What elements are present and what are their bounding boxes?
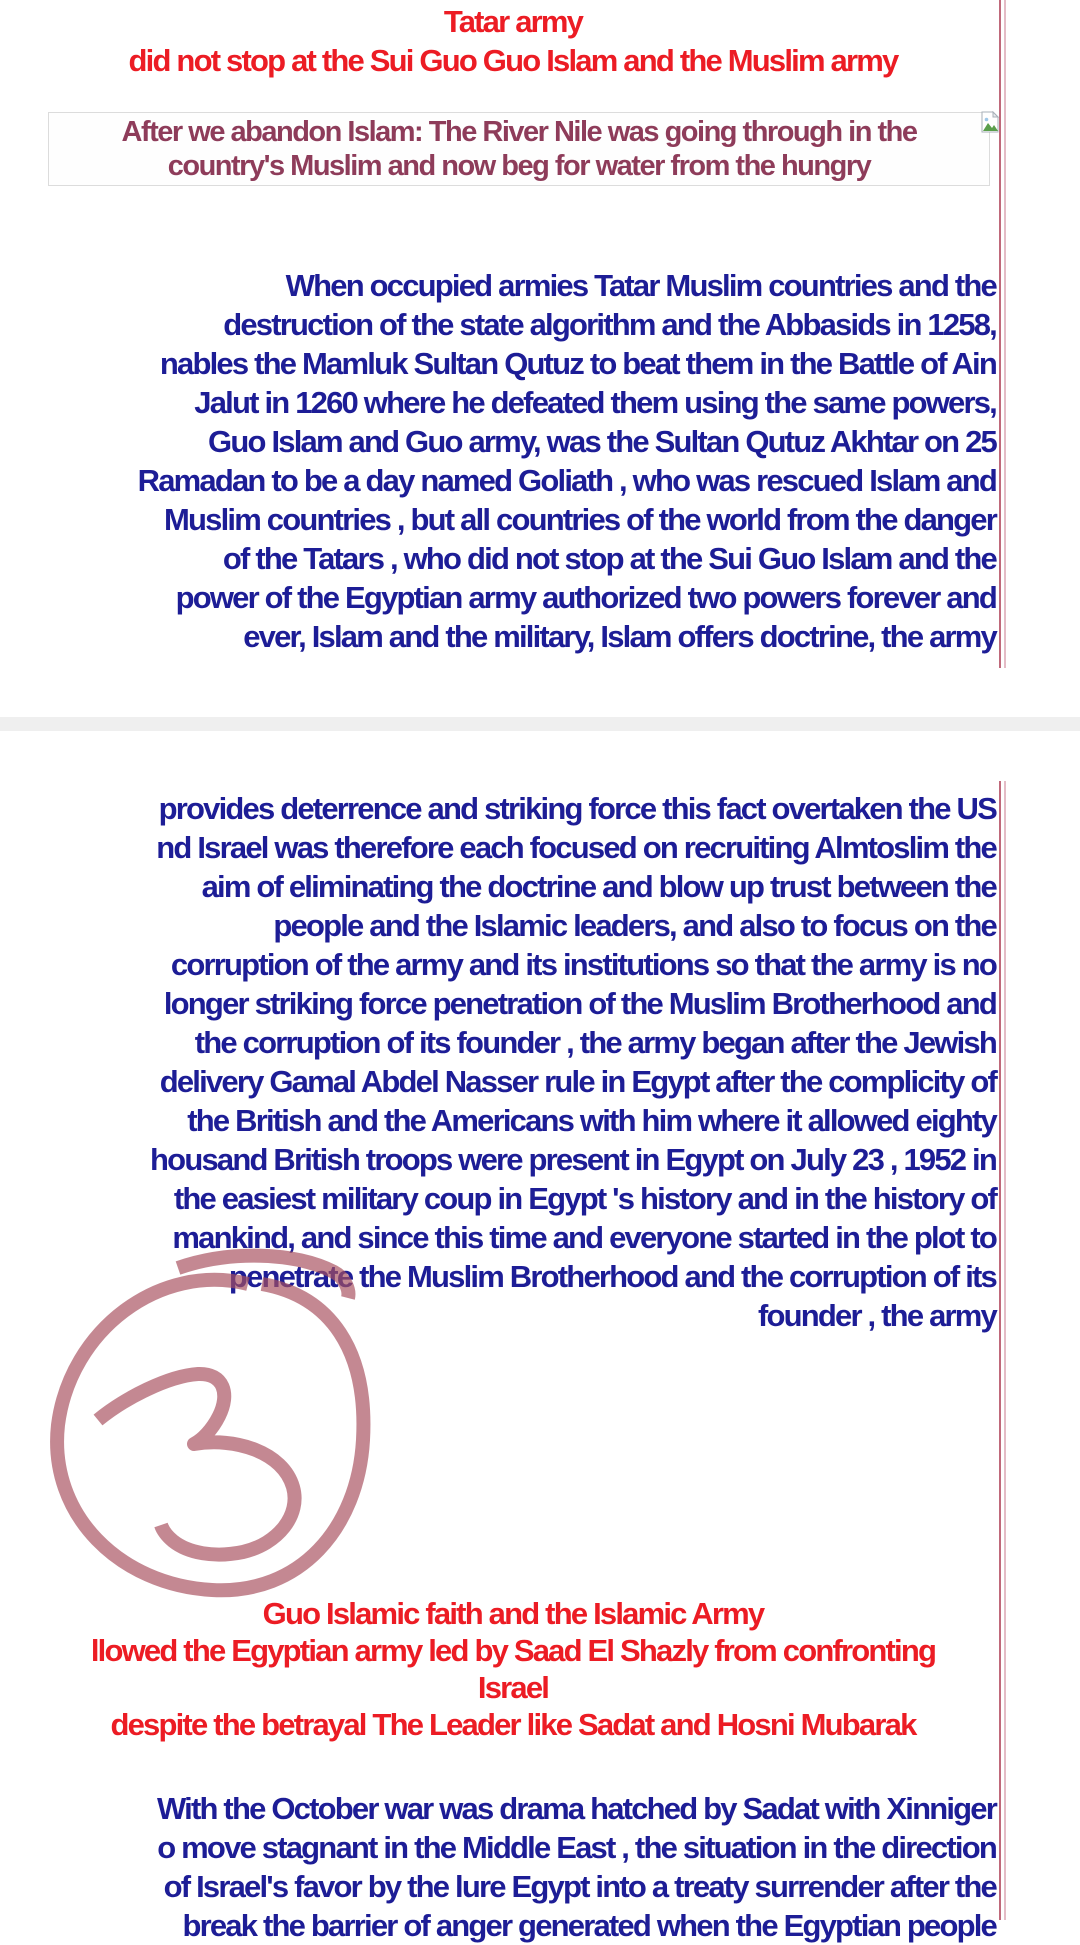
text-line: Jalut in 1260 where he defeated them using the same powers, [194, 385, 996, 420]
text-line: of the Tatars , who did not stop at the Sui Guo Islam and the [222, 541, 996, 576]
text-line: destruction of the state algorithm and the Abbasids in 1258, [223, 307, 996, 342]
paragraph-october-war [0, 1789, 996, 1945]
text-line: Tatar army [443, 4, 583, 39]
column-border-line-top [999, 0, 1006, 668]
paragraph-deterrence-force [0, 789, 996, 1335]
text-line: Ramadan to be a day named Goliath , who was rescued Islam and [137, 463, 996, 498]
text-line: After we abandon Islam: The River Nile was going through in the [121, 116, 917, 148]
text-line: despite the betrayal The Leader like Sadat and Hosni Mubarak [110, 1707, 916, 1742]
text-line: corruption of the army and its institutions so that the army is no [170, 947, 996, 982]
subtitle-box [48, 112, 990, 186]
text-line: mankind, and since this time and everyone started in the plot to [172, 1220, 996, 1255]
text-line: of Israel's favor by the lure Egypt into a treaty surrender after the [163, 1869, 996, 1904]
text-line: provides deterrence and striking force this fact overtaken the US [158, 791, 996, 826]
text-line: people and the Islamic leaders, and also to focus on the [273, 908, 996, 943]
text-line: did not stop at the Sui Guo Guo Islam and the Muslim army [128, 43, 898, 78]
text-line: nd Israel was therefore each focused on recruiting Almtoslim the [156, 830, 996, 865]
paragraph-tatar-occupation [0, 266, 996, 656]
text-line: o move stagnant in the Middle East , the situation in the direction [157, 1830, 996, 1865]
text-line: Israel [477, 1670, 549, 1705]
heading-tatar-army [0, 2, 1049, 80]
annotation-digit-3 [98, 1374, 295, 1555]
text-line: aim of eliminating the doctrine and blow up trust between the [201, 869, 996, 904]
text-line: delivery Gamal Abdel Nasser rule in Egypt after the complicity of [159, 1064, 996, 1099]
text-line: nables the Mamluk Sultan Qutuz to beat them in the Battle of Ain [159, 346, 996, 381]
text-line: When occupied armies Tatar Muslim countries and the [285, 268, 996, 303]
text-line: founder , the army [757, 1298, 996, 1333]
text-line: ever, Islam and the military, Islam offers doctrine, the army [243, 619, 996, 654]
text-line: power of the Egyptian army authorized two powers forever and [175, 580, 996, 615]
text-line: penetrate the Muslim Brotherhood and the corruption of its [228, 1259, 996, 1294]
text-line: the corruption of its founder , the army began after the Jewish [194, 1025, 996, 1060]
text-line: break the barrier of anger generated when the Egyptian people [182, 1908, 996, 1943]
broken-image-icon [981, 111, 999, 133]
text-line: With the October war was drama hatched by Sadat with Xinniger [156, 1791, 996, 1826]
text-line: Muslim countries , but all countries of the world from the danger [163, 502, 996, 537]
page-break-band [0, 717, 1080, 731]
column-border-line-bottom [999, 781, 1006, 1920]
text-line: longer striking force penetration of the Muslim Brotherhood and [163, 986, 996, 1021]
text-line: Guo Islamic faith and the Islamic Army [262, 1596, 764, 1631]
text-line: llowed the Egyptian army led by Saad El Shazly from confronting [90, 1633, 936, 1668]
text-line: Guo Islam and Guo army, was the Sultan Qutuz Akhtar on 25 [208, 424, 996, 459]
text-line: the British and the Americans with him where it allowed eighty [187, 1103, 996, 1138]
text-line: the easiest military coup in Egypt 's history and in the history of [173, 1181, 996, 1216]
text-line: housand British troops were present in Egypt on July 23 , 1952 in [150, 1142, 996, 1177]
text-line: country's Muslim and now beg for water from the hungry [167, 150, 871, 182]
heading-guo-islamic-faith [0, 1595, 1049, 1743]
